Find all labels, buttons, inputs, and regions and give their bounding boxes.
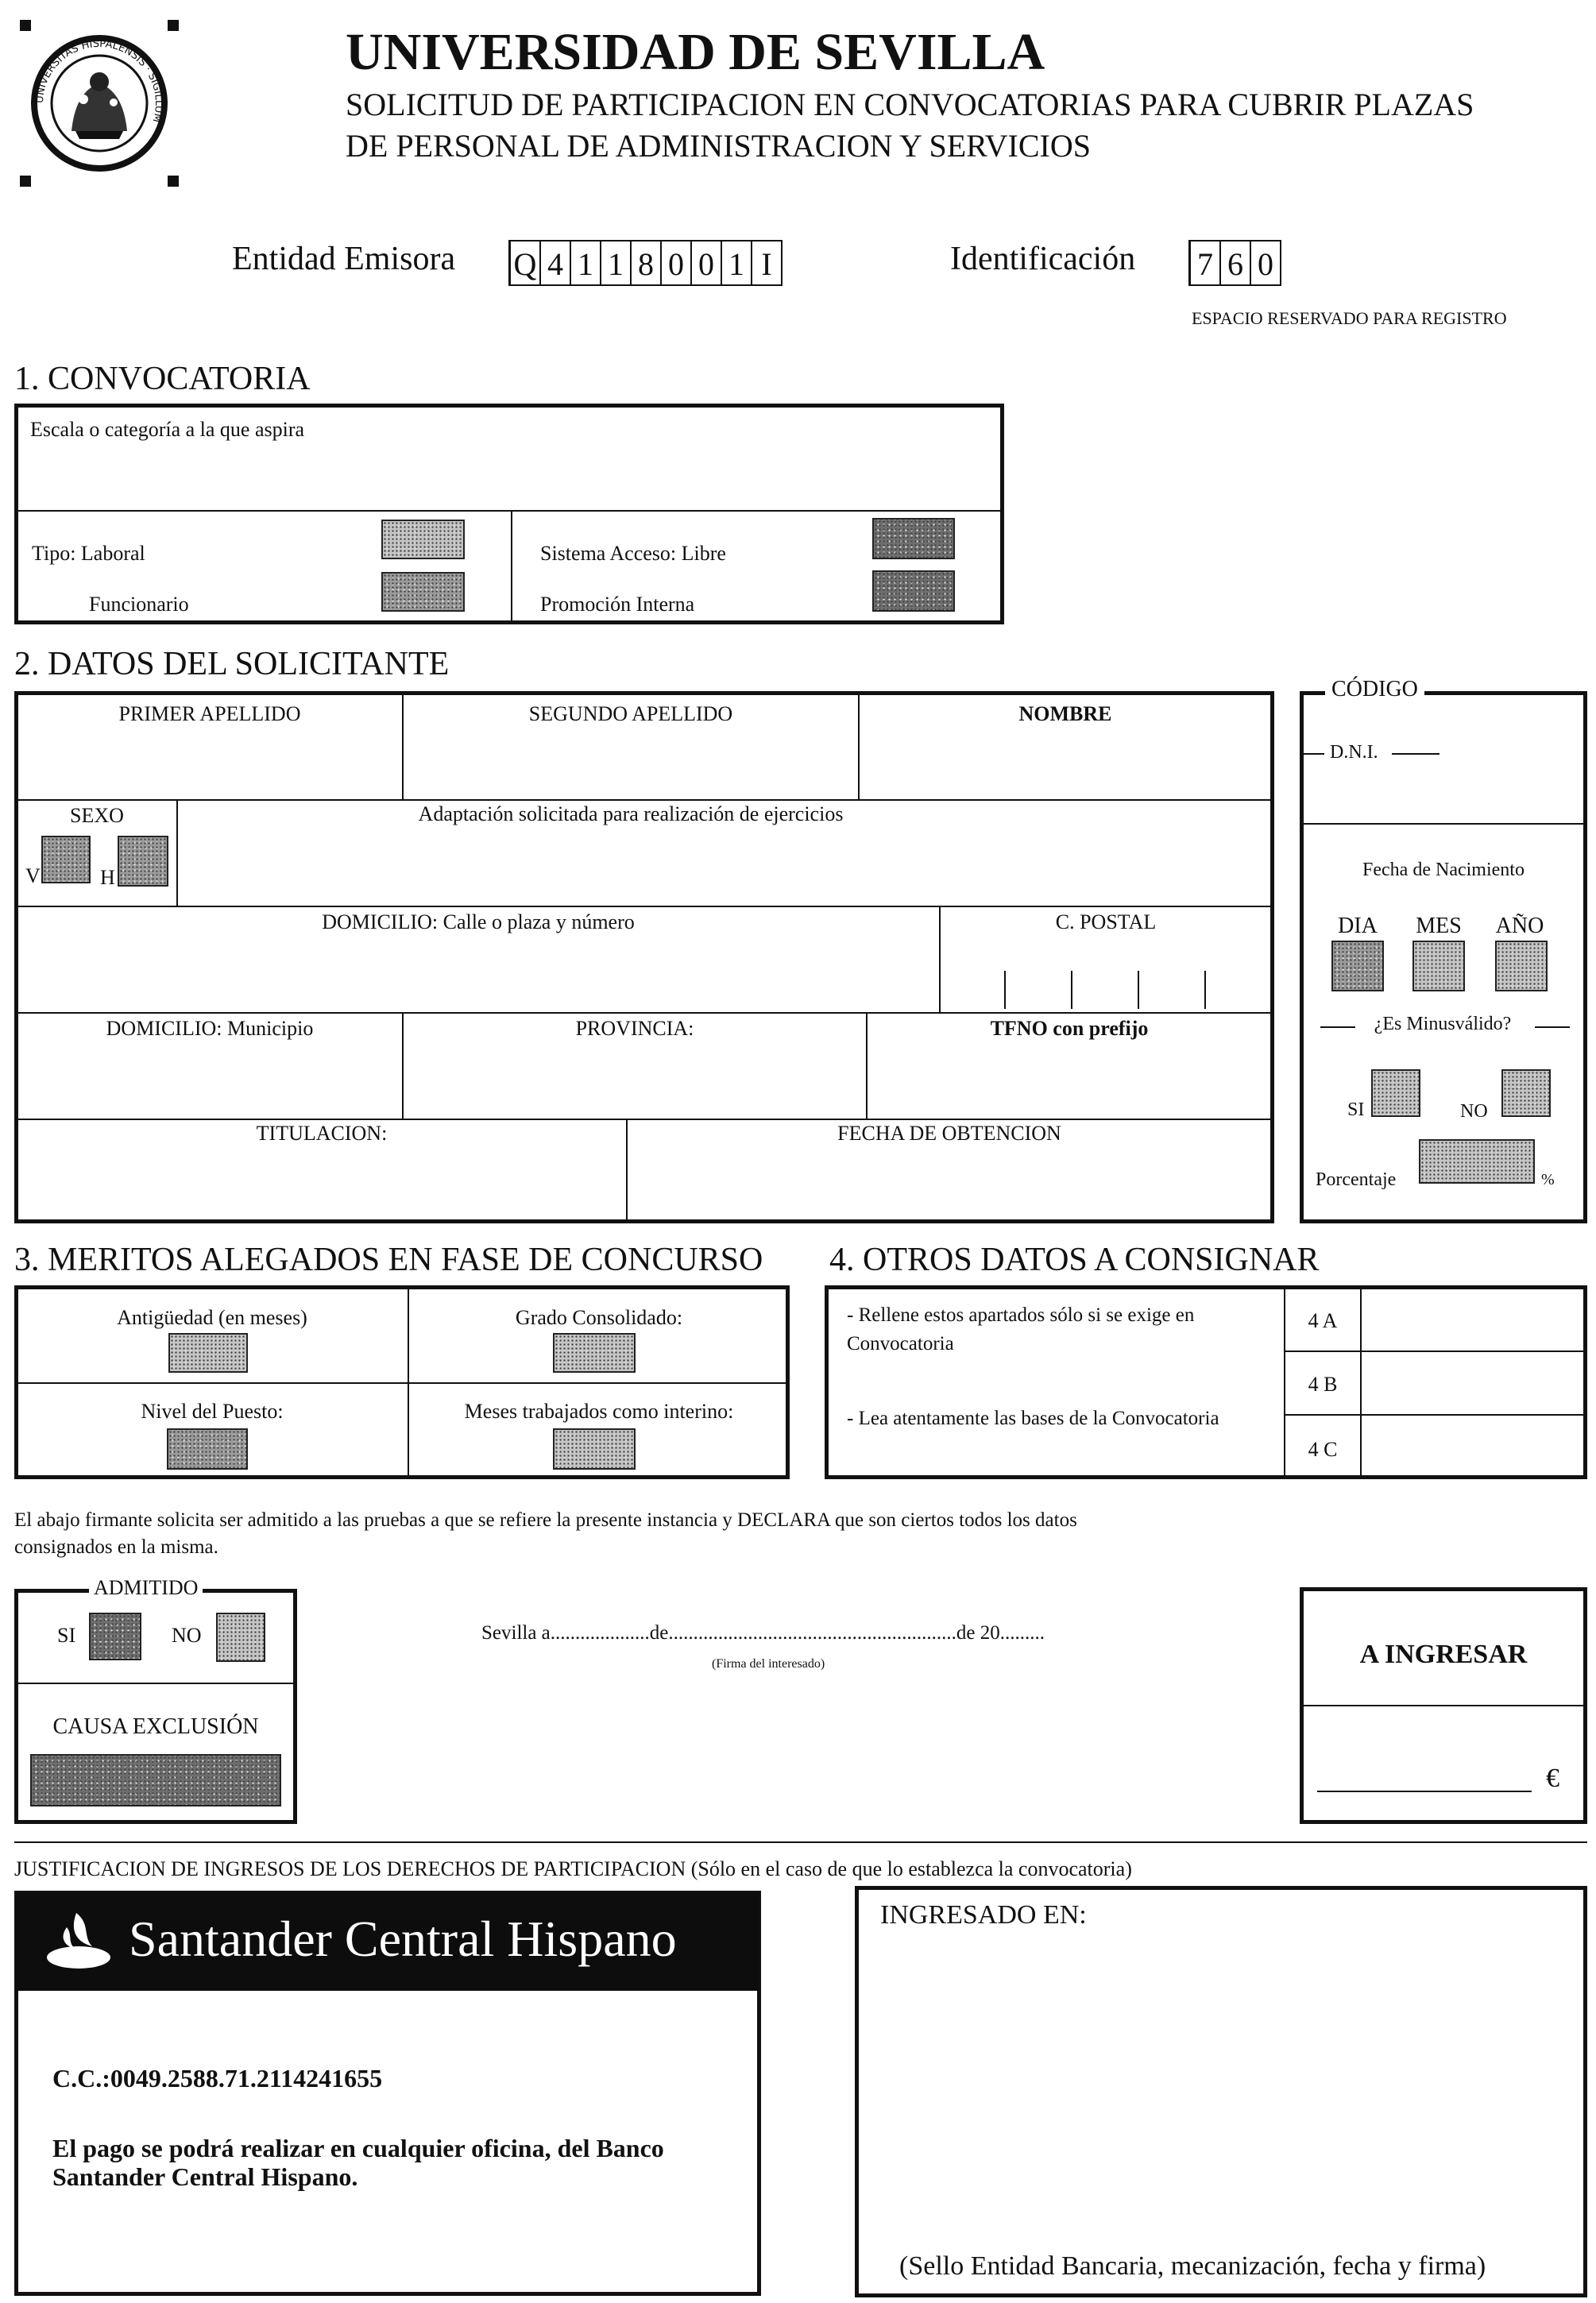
row-4c-field[interactable] [1363,1417,1582,1476]
primer-apellido-field[interactable] [19,731,399,796]
provincia-field[interactable] [407,1045,863,1114]
entidad-emisora-label: Entidad Emisora [232,241,456,277]
mes-label: MES [1416,914,1462,938]
fecha-obtencion-field[interactable] [631,1150,1269,1219]
identification-digit: 0 [1251,240,1281,286]
euro-symbol: € [1546,1764,1559,1793]
row-4a-field[interactable] [1363,1290,1582,1349]
declaration-line1: El abajo firmante solicita ser admitido a las pruebas a que se refiere la presente instancia y DECLARA que son ciertos todos los datos [14,1509,1077,1531]
entity-digit: 4 [541,240,571,286]
funcionario-checkbox[interactable] [381,572,465,612]
minusvalido-si-checkbox[interactable] [1371,1069,1420,1117]
admitido-no-label: NO [172,1624,202,1647]
otros-note2: - Lea atentamente las bases de la Convocatoria [847,1408,1219,1429]
entity-digit: 8 [632,240,662,286]
justificacion-text: JUSTIFICACION DE INGRESOS DE LOS DERECHOS DE PARTICIPACION (Sólo en el caso de que lo establezca la convocatoria) [14,1857,1132,1880]
section4-title: 4. OTROS DATOS A CONSIGNAR [829,1242,1320,1278]
sexo-h-checkbox[interactable] [118,836,168,887]
nivel-label: Nivel del Puesto: [141,1400,284,1423]
porcentaje-symbol: % [1541,1171,1555,1188]
domicilio-calle-field[interactable] [21,939,934,1007]
fecha-obtencion-label: FECHA DE OBTENCION [837,1122,1061,1145]
causa-exclusion-label: CAUSA EXCLUSIÓN [52,1714,259,1739]
mes-field[interactable] [1412,941,1465,991]
provincia-label: PROVINCIA: [575,1017,694,1040]
university-title: UNIVERSIDAD DE SEVILLA [346,23,1045,81]
otros-note1-line1: - Rellene estos apartados sólo si se exige en [847,1304,1195,1326]
titulacion-label: TITULACION: [256,1122,388,1145]
minusvalido-no-checkbox[interactable] [1501,1069,1551,1117]
university-seal [20,20,179,187]
section2-title: 2. DATOS DEL SOLICITANTE [14,646,450,682]
bank-pago-line2: Santander Central Hispano. [52,2162,358,2191]
admitido-title: ADMITIDO [89,1576,203,1600]
anio-field[interactable] [1495,941,1548,991]
row-4a-label: 4 A [1308,1309,1338,1332]
declaration-line2: consignados en la misma. [14,1536,218,1558]
sexo-v-checkbox[interactable] [41,836,91,883]
titulacion-field[interactable] [21,1150,623,1219]
sistema-libre-label: Sistema Acceso: Libre [540,542,726,565]
nombre-field[interactable] [861,731,1269,796]
entidad-emisora-code [508,240,783,286]
form-subtitle-line2: DE PERSONAL DE ADMINISTRACION Y SERVICIOS [346,128,1091,164]
section3-title: 3. MERITOS ALEGADOS EN FASE DE CONCURSO [14,1242,763,1278]
grado-label: Grado Consolidado: [515,1306,683,1329]
admitido-no-checkbox[interactable] [216,1613,265,1662]
antiguedad-field[interactable] [168,1333,248,1373]
bank-pago-line1: El pago se podrá realizar en cualquier oficina, del Banco [52,2134,664,2162]
identificacion-code [1188,240,1281,286]
entity-digit: Q [511,240,541,286]
entity-digit: 0 [692,240,722,286]
entity-digit: 1 [571,240,601,286]
bank-flame-icon [44,1910,113,1970]
cpostal-label: C. POSTAL [1055,910,1157,933]
nivel-field[interactable] [167,1428,248,1470]
funcionario-label: Funcionario [89,593,189,616]
firma-line: Sevilla a....................de..........................................................de 20......... [481,1622,1045,1644]
minusvalido-si-label: SI [1347,1099,1365,1120]
porcentaje-field[interactable] [1419,1139,1535,1184]
ingresado-title: INGRESADO EN: [880,1900,1087,1930]
dia-label: DIA [1338,914,1378,938]
sexo-h-label: H [100,866,115,889]
bank-account: C.C.:0049.2588.71.2114241655 [52,2064,383,2092]
admitido-si-label: SI [57,1624,76,1647]
firma-field[interactable] [481,1613,1117,1652]
domicilio-municipio-field[interactable] [21,1045,399,1114]
admitido-si-checkbox[interactable] [89,1613,141,1660]
anio-label: AÑO [1495,914,1544,938]
domicilio-municipio-label: DOMICILIO: Municipio [106,1017,314,1040]
identification-digit: 7 [1191,240,1221,286]
dni-label: D.N.I. [1330,742,1378,763]
seal-emblem-icon [20,20,179,187]
form-subtitle-line1: SOLICITUD DE PARTICIPACION EN CONVOCATORIAS PARA CUBRIR PLAZAS [346,87,1474,122]
entity-digit: I [752,240,783,286]
dni-field[interactable] [1308,764,1579,818]
grado-field[interactable] [553,1333,636,1373]
minusvalido-label: ¿Es Minusválido? [1374,1014,1512,1034]
ingresar-amount-field[interactable] [1317,1732,1532,1792]
meses-interino-field[interactable] [553,1428,636,1470]
porcentaje-label: Porcentaje [1316,1169,1397,1190]
cpostal-field[interactable] [942,939,1269,1007]
reserved-registry-note: ESPACIO RESERVADO PARA REGISTRO [1192,308,1507,328]
segundo-apellido-field[interactable] [405,731,855,796]
nombre-label: NOMBRE [1018,702,1112,725]
primer-apellido-label: PRIMER APELLIDO [118,702,301,725]
promocion-interna-label: Promoción Interna [540,593,695,616]
escala-label: Escala o categoría a la que aspira [30,418,305,441]
tipo-laboral-checkbox[interactable] [381,520,465,559]
segundo-apellido-label: SEGUNDO APELLIDO [528,702,733,725]
ingresar-title: A INGRESAR [1359,1640,1528,1669]
domicilio-calle-label: DOMICILIO: Calle o plaza y número [322,910,635,933]
entity-digit: 0 [662,240,692,286]
sistema-libre-checkbox[interactable] [872,518,955,559]
identificacion-label: Identificación [950,241,1136,277]
adaptacion-label: Adaptación solicitada para realización de ejercicios [418,802,844,825]
bank-name: Santander Central Hispano [129,1911,677,1967]
codigo-title: CÓDIGO [1325,677,1424,702]
entity-digit: 1 [722,240,752,286]
entity-digit: 1 [601,240,632,286]
sexo-label: SEXO [70,804,124,827]
antiguedad-label: Antigüedad (en meses) [117,1306,307,1329]
sexo-v-label: V [25,864,41,887]
otros-note1-line2: Convocatoria [847,1333,954,1354]
adaptacion-field[interactable] [181,831,1269,901]
row-4b-field[interactable] [1363,1354,1582,1412]
fecha-nacimiento-label: Fecha de Nacimiento [1362,860,1525,880]
tipo-laboral-label: Tipo: Laboral [32,542,145,565]
minusvalido-no-label: NO [1460,1101,1488,1122]
firma-caption: (Firma del interesado) [712,1657,825,1671]
ingresado-footer: (Sello Entidad Bancaria, mecanización, fecha y firma) [899,2251,1486,2281]
seal-text: UNIVERSITAS HISPALENSIS · SIGILLUM [33,37,165,124]
meses-interino-label: Meses trabajados como interino: [464,1400,734,1423]
row-4b-label: 4 B [1308,1373,1338,1396]
promocion-interna-checkbox[interactable] [872,570,955,612]
dia-field[interactable] [1331,941,1384,991]
ingresado-stamp-area[interactable] [863,1938,1579,2240]
causa-exclusion-field[interactable] [30,1754,281,1806]
row-4c-label: 4 C [1308,1438,1338,1461]
tfno-field[interactable] [871,1045,1269,1114]
identification-digit: 6 [1221,240,1251,286]
section1-title: 1. CONVOCATORIA [14,361,311,397]
tfno-label: TFNO con prefijo [990,1017,1149,1040]
